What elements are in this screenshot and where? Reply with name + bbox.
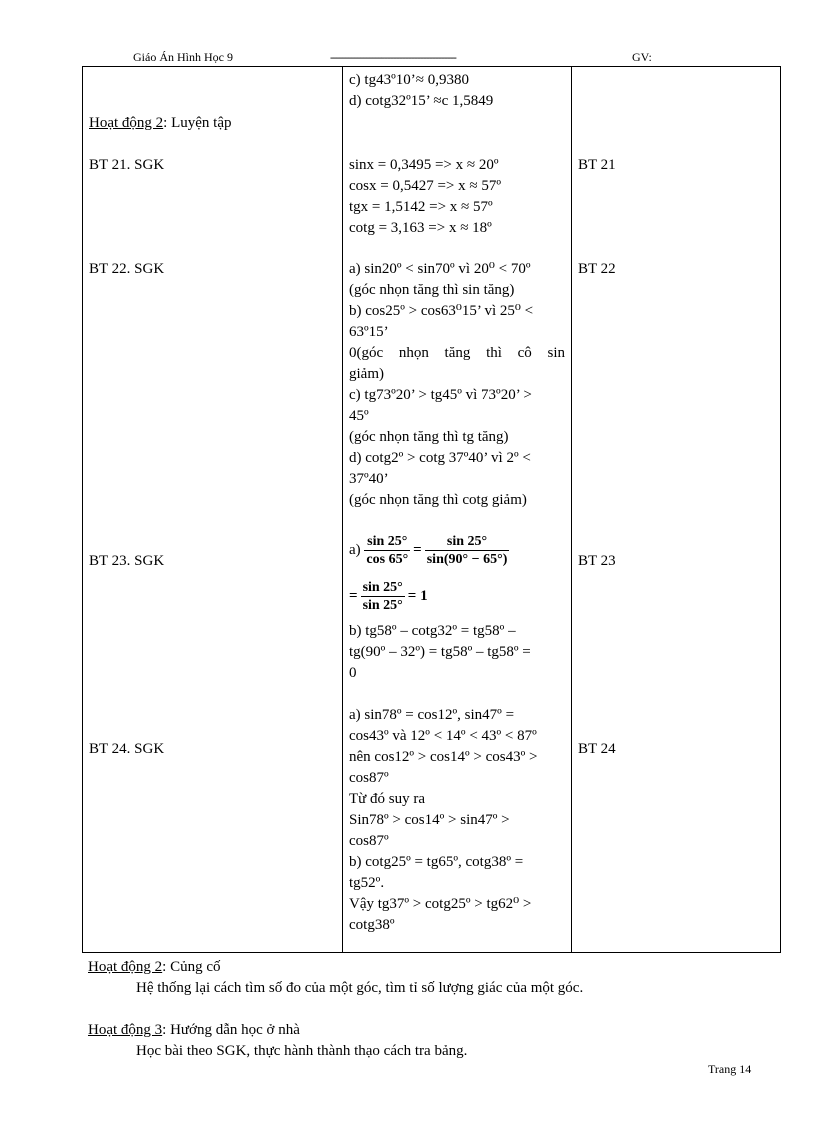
content-line: (góc nhọn tăng thì sin tăng)	[349, 282, 515, 298]
teacher-label: GV:	[632, 50, 652, 64]
fraction-equation-1: a) $\frac{\sin 25^\circ}{\cos 65^\circ}$ = $\frac{\sin 25^\circ}{\sin(90^\circ - 65^\circ)}$	[349, 534, 508, 567]
note-label-23: BT 23	[578, 553, 616, 569]
content-line: sinx = 0,3495 => x ≈ 20º	[349, 157, 499, 173]
content-line: a) sin20º < sin70º vì 20⁰ < 70º	[349, 261, 531, 277]
content-line: c) tg43º10’≈ 0,9380	[349, 72, 469, 88]
content-line: Sin78º > cos14º > sin47º >	[349, 812, 510, 828]
content-column	[343, 67, 572, 953]
content-line: cotg38º	[349, 917, 395, 933]
exercise-label-23: BT 23. SGK	[89, 553, 165, 569]
activity-column	[83, 67, 343, 953]
content-line: cos87º	[349, 833, 389, 849]
content-line: cotg = 3,163 => x ≈ 18º	[349, 220, 492, 236]
content-line: tgx = 1,5142 => x ≈ 57º	[349, 199, 493, 215]
content-line: Vậy tg37º > cotg25º > tg62⁰ >	[349, 896, 532, 912]
content-line: Từ đó suy ra	[349, 791, 426, 807]
content-line: d) cotg32º15’ ≈c 1,5849	[349, 93, 494, 109]
document-title: Giáo Án Hình Học 9	[133, 50, 233, 64]
content-line: tg52º.	[349, 875, 385, 891]
fraction: $\frac{\sin 25^\circ}{\sin 25^\circ}$	[362, 580, 403, 613]
notes-column	[572, 67, 781, 953]
content-line: b) cotg25º = tg65º, cotg38º =	[349, 854, 524, 870]
content-line: 45º	[349, 408, 369, 424]
content-line: cosx = 0,5427 => x ≈ 57º	[349, 178, 502, 194]
content-line: 0	[349, 665, 357, 681]
content-line: c) tg73º20’ > tg45º vì 73º20’ >	[349, 387, 532, 403]
exercise-label-24: BT 24. SGK	[89, 741, 165, 757]
content-line: tg(90º – 32º) = tg58º – tg58º =	[349, 644, 531, 660]
note-label-21: BT 21	[578, 157, 616, 173]
content-line: nên cos12º > cos14º > cos43º >	[349, 749, 538, 765]
content-line: cos87º	[349, 770, 389, 786]
exercise-label-22: BT 22. SGK	[89, 261, 165, 277]
content-line: 63º15’	[349, 324, 389, 340]
fraction-equation-2: = $\frac{\sin 25^\circ}{\sin 25^\circ}$ = 1	[349, 580, 428, 613]
consolidation-heading: Hoạt động 2: Củng cố	[88, 959, 221, 975]
content-line: 0(góc nhọn tăng thì cô sin	[349, 345, 565, 361]
homework-heading: Hoạt động 3: Hướng dẫn học ở nhà	[88, 1022, 300, 1038]
content-line: (góc nhọn tăng thì cotg giảm)	[349, 492, 527, 508]
homework-text: Học bài theo SGK, thực hành thành thạo cách tra bảng.	[136, 1043, 468, 1059]
note-label-24: BT 24	[578, 741, 616, 757]
content-line: cos43º và 12º < 14º < 43º < 87º	[349, 728, 537, 744]
content-line: 37º40’	[349, 471, 389, 487]
content-line: (góc nhọn tăng thì tg tăng)	[349, 429, 509, 445]
lesson-table	[82, 66, 781, 953]
activity-heading: Hoạt động 2: Luyện tập	[89, 115, 232, 131]
header-dashes: ------------------------------------------	[330, 50, 456, 64]
note-label-22: BT 22	[578, 261, 616, 277]
page-number: Trang 14	[708, 1062, 752, 1076]
fraction: $\frac{\sin 25^\circ}{\sin(90^\circ - 65^\circ)}$	[426, 534, 508, 567]
consolidation-text: Hệ thống lại cách tìm số đo của một góc, tìm tỉ số lượng giác của một góc.	[136, 980, 584, 996]
content-line: giảm)	[349, 366, 384, 382]
content-line: a) sin78º = cos12º, sin47º =	[349, 707, 515, 723]
fraction: $\frac{\sin 25^\circ}{\cos 65^\circ}$	[366, 534, 409, 567]
exercise-label-21: BT 21. SGK	[89, 157, 165, 173]
content-line: b) cos25º > cos63⁰15’ vì 25⁰ <	[349, 303, 534, 319]
content-line: d) cotg2º > cotg 37º40’ vì 2º <	[349, 450, 531, 466]
content-line: b) tg58º – cotg32º = tg58º –	[349, 623, 516, 639]
